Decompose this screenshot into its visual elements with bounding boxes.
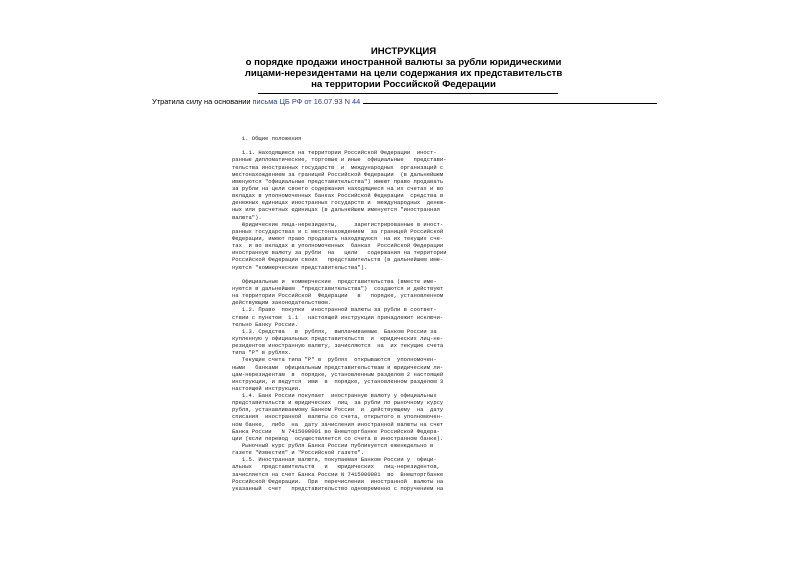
body-line: указанный счет представительство одновременно с поручением на <box>232 484 444 492</box>
body-line: Юридические лица-нерезиденты, зарегистрированные в иност- <box>232 220 444 228</box>
title-line: на территории Российской Федерации <box>311 79 496 90</box>
title-line: ИНСТРУКЦИЯ <box>370 46 437 57</box>
body-line: на территории Российской Федерации в порядке, установленном <box>232 292 444 300</box>
body-line: Банка России N 7415000001 во Внешторгбанке Российской Федера- <box>232 427 440 435</box>
body-line: Российской Федерации. При перечислении иностранной валюты на <box>232 477 444 485</box>
body-line: ными банками официальным представительствам и юридическим ли- <box>232 363 444 371</box>
body-line <box>232 271 532 278</box>
body-line: Официальные и коммерческие представительства (вместе име- <box>232 277 437 285</box>
body-line: ствии с пунктом 1.1 настоящей инструкции принадлежит исключи- <box>232 313 444 321</box>
body-line: газете "Известия" и "Российской газете". <box>232 449 365 457</box>
body-line: денежных единицах иностранных государств и международных денеж- <box>232 199 447 207</box>
body-line: Российской Федерации своих представительств (в дальнейшем име- <box>232 256 444 264</box>
body-line: купленную у официальных представительств и юридических лиц-не- <box>232 334 444 342</box>
body-line: ных или расчетных единицах (в дальнейшем именуется "иностранная <box>232 206 440 214</box>
body-line: валюта"). <box>232 213 262 221</box>
body-line: Рыночный курс рубля Банка России публикуется еженедельно в <box>232 442 434 450</box>
body-line: за рубли на цели своего содержания находящиеся на их счетах и во <box>232 184 444 192</box>
body-line: вкладах в уполномоченных банках Российской Федерации средства в <box>232 192 444 200</box>
status-notice <box>152 96 657 107</box>
body-line: нуются в дальнейшем "представительства") создаются и действуют <box>232 284 444 292</box>
body-line: представительств и юридических лиц за рубли по рыночному курсу <box>232 399 444 407</box>
body-line: тельно Банку России. <box>232 320 299 328</box>
body-line: местонахождением за границей Российской Федерации (в дальнейшем <box>232 170 444 178</box>
body-line: типа "Р" в рублях. <box>232 349 292 357</box>
document-body <box>232 135 532 492</box>
body-line: 1. Общие положения <box>232 135 302 142</box>
body-line <box>232 142 532 149</box>
body-line: ции (если перевод осуществляется со счета в иностранном банке). <box>232 434 444 442</box>
body-line: Текущие счета типа "Р" в рублях открываются уполномочен- <box>232 356 437 364</box>
body-line: зачисляется на счет Банка России N 7415000001 во Внешторгбанке <box>232 470 444 478</box>
body-line: настоящей инструкции. <box>232 384 302 392</box>
body-line: иностранную валюту за рубли на цели содержания на территории <box>232 249 447 257</box>
body-line: тах и во вкладах в уполномоченных банках Российской Федерации <box>232 242 444 250</box>
title-line: о порядке продажи иностранной валюты за рубли юридическими <box>245 57 562 68</box>
body-line: ранные дипломатические, торговые и иные официальные представи- <box>232 156 447 164</box>
body-line: списания иностранной валюты со счета, открытого в уполномочен- <box>232 413 444 421</box>
body-line: ранных государствах и с местонахождением за границей Российской <box>232 227 444 235</box>
body-line: ном банке, либо на дату зачисления иностранной валюты на счет <box>232 420 444 428</box>
body-line: рубля, устанавливаемому Банком России и действующему на дату <box>232 406 444 414</box>
body-line: 1.5. Иностранная валюта, покупаемая Банком России у офици- <box>232 456 437 464</box>
body-line: действующим законодательством. <box>232 299 332 307</box>
body-line: именуются "официальные представительства") имеют право продавать <box>232 177 444 185</box>
body-line: 1.3. Средства в рублях, выплачиваемые Банком России за <box>232 327 437 335</box>
body-line: Федерации, имеют право продавать находящуюся на их текущих сче- <box>232 234 444 242</box>
body-line: цам-нерезидентам в порядке, установленным разделом 2 настоящей <box>232 370 444 378</box>
body-line: тельства иностранных государств и международных организаций с <box>232 163 444 171</box>
body-line: альных представительств и юридических лиц-нерезидентов, <box>232 463 440 471</box>
body-line: 1.1. Находящиеся на территории Российской Федерации иност- <box>232 149 437 157</box>
divider <box>363 96 657 104</box>
divider <box>258 93 558 94</box>
body-line: резидентов иностранную валюту, зачисляются на их текущие счета <box>232 342 444 350</box>
title-line: лицами-нерезидентами на цели содержания их представительств <box>244 68 563 79</box>
body-line: нуются "коммерческие представительства"). <box>232 263 368 271</box>
status-prefix: Утратила силу на основании <box>152 97 251 106</box>
body-line: 1.4. Банк России покупает иностранную валюту у официальных <box>232 392 437 400</box>
body-line: 1.2. Право покупки иностранной валюты за рубли в соответ- <box>232 306 437 314</box>
body-line: инструкции, и ведутся ими в порядке, установленном разделом 3 <box>232 377 444 385</box>
repeal-letter-link[interactable]: письма ЦБ РФ от 16.07.93 N 44 <box>252 97 361 106</box>
document-title <box>0 46 807 90</box>
